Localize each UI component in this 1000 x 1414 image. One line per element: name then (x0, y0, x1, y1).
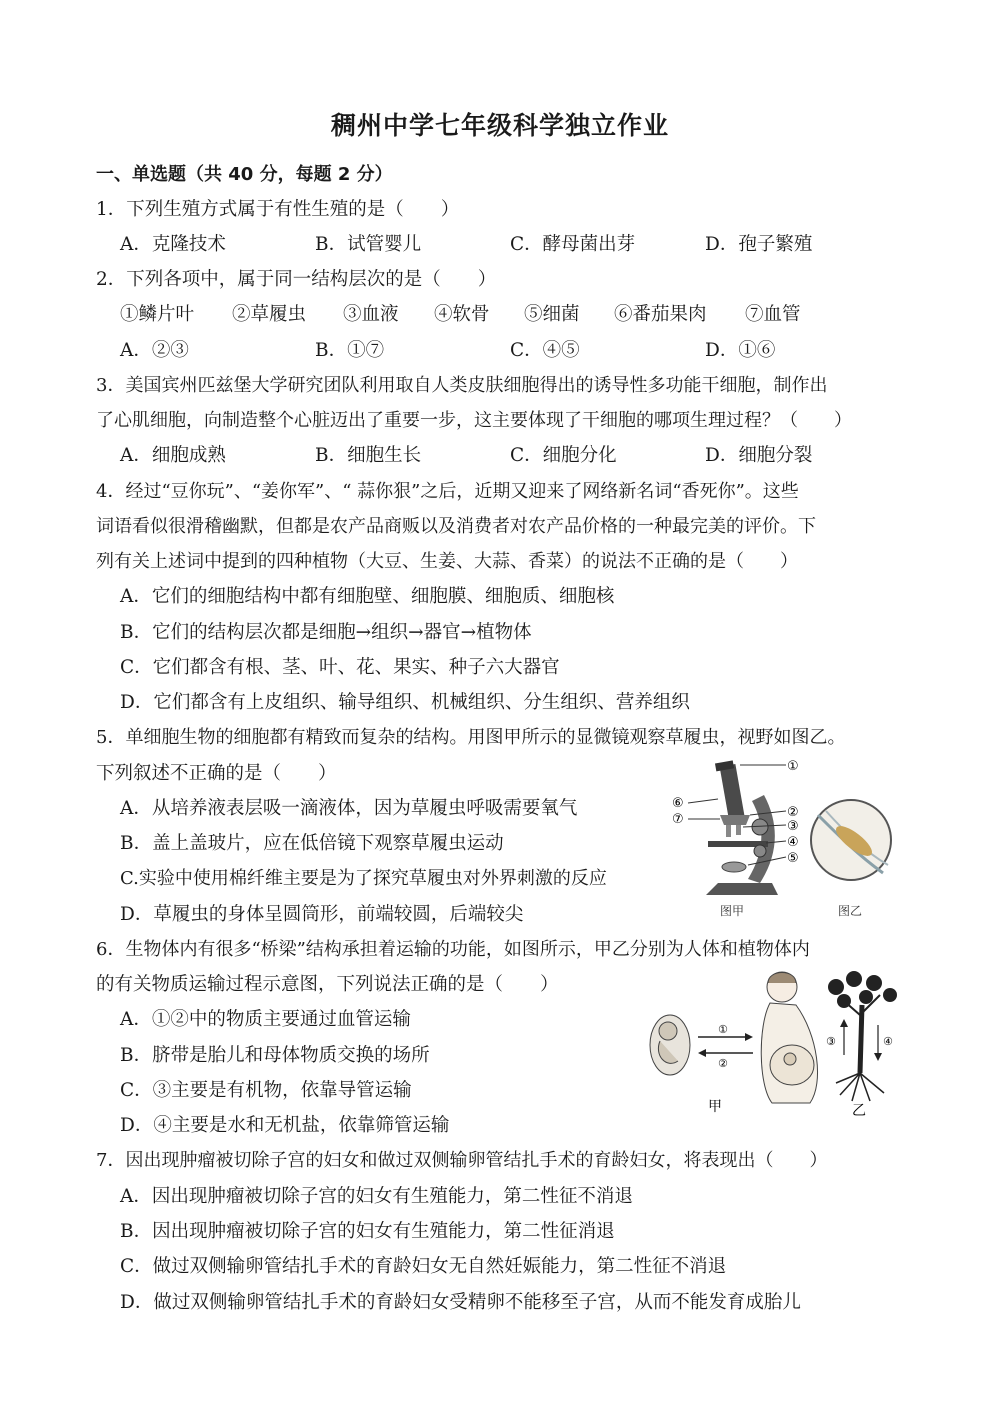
tree-label-3: ③ (826, 1035, 836, 1048)
q6-option-a: A．①②中的物质主要通过血管运输 (120, 1009, 411, 1030)
q2-option-c: C．④⑤ (510, 340, 580, 361)
mic-label-2: ② (787, 805, 799, 820)
microscope-illustration (706, 760, 778, 895)
q3-option-d: D．细胞分裂 (705, 445, 813, 466)
q6-stem-line1: 6．生物体内有很多“桥梁”结构承担着运输的功能，如图所示，甲乙分别为人体和植物体内 (96, 939, 810, 960)
field-of-view-illustration (811, 800, 891, 880)
q6-stem-line2: 的有关物质运输过程示意图，下列说法正确的是（ ） (96, 974, 559, 995)
mic-label-1: ① (787, 759, 799, 774)
figure-yi-label: 乙 (852, 1103, 866, 1119)
q2-item: ②草履虫 (232, 304, 307, 325)
microscope-figure (668, 755, 908, 920)
figure-jia-label: 甲 (708, 1099, 722, 1115)
arrow-label-2: ② (718, 1057, 728, 1070)
q5-option-a: A．从培养液表层吸一滴液体，因为草履虫呼吸需要氧气 (120, 798, 578, 819)
q5-option-b: B．盖上盖玻片，应在低倍镜下观察草履虫运动 (120, 833, 504, 854)
q2-item: ⑤细菌 (524, 304, 580, 325)
mother-illustration (761, 972, 817, 1103)
mic-label-7: ⑦ (672, 812, 684, 827)
q3-option-c: C．细胞分化 (510, 445, 617, 466)
q5-stem-line2: 下列叙述不正确的是（ ） (96, 763, 337, 784)
q4-option-a: A．它们的细胞结构中都有细胞壁、细胞膜、细胞质、细胞核 (120, 586, 615, 607)
q3-stem-line2: 了心肌细胞，向制造整个心脏迈出了重要一步，这主要体现了干细胞的哪项生理过程？（ ） (96, 410, 852, 431)
q7-option-d: D．做过双侧输卵管结扎手术的育龄妇女受精卵不能移至子宫，从而不能发育成胎儿 (120, 1292, 801, 1313)
q3-option-a: A．细胞成熟 (120, 445, 226, 466)
q6-option-d: D．④主要是水和无机盐，依靠筛管运输 (120, 1115, 450, 1136)
page-title: 稠州中学七年级科学独立作业 (330, 111, 669, 140)
section-heading: 一、单选题（共 40 分，每题 2 分） (96, 164, 393, 185)
q1-option-c: C．酵母菌出芽 (510, 234, 636, 255)
transport-figure (640, 965, 912, 1120)
q4-option-b: B．它们的结构层次都是细胞→组织→器官→植物体 (120, 622, 532, 643)
figure-a-label: 图甲 (720, 904, 745, 918)
q4-option-c: C．它们都含有根、茎、叶、花、果实、种子六大器官 (120, 657, 560, 678)
q1-option-d: D．孢子繁殖 (705, 234, 813, 255)
q1-stem: 1．下列生殖方式属于有性生殖的是（ ） (96, 199, 460, 220)
q1-option-b: B．试管婴儿 (315, 234, 422, 255)
q6-option-b: B．脐带是胎儿和母体物质交换的场所 (120, 1045, 430, 1066)
q2-item: ④软骨 (434, 304, 490, 325)
q7-option-b: B．因出现肿瘤被切除子宫的妇女有生殖能力，第二性征消退 (120, 1221, 615, 1242)
q2-item: ③血液 (343, 304, 399, 325)
q2-option-d: D．①⑥ (705, 340, 776, 361)
mic-label-5: ⑤ (787, 851, 799, 866)
q2-item: ①鳞片叶 (120, 304, 195, 325)
q6-option-c: C．③主要是有机物，依靠导管运输 (120, 1080, 412, 1101)
q2-item: ⑦血管 (745, 304, 801, 325)
q7-option-c: C．做过双侧输卵管结扎手术的育龄妇女无自然妊娠能力，第二性征不消退 (120, 1256, 727, 1277)
fetus-illustration (650, 1015, 690, 1075)
mic-label-4: ④ (787, 835, 799, 850)
q4-stem-line3: 列有关上述词中提到的四种植物（大豆、生姜、大蒜、香菜）的说法不正确的是（ ） (96, 551, 798, 572)
q3-option-b: B．细胞生长 (315, 445, 422, 466)
q4-stem-line2: 词语看似很滑稽幽默，但都是农产品商贩以及消费者对农产品价格的一种最完美的评价。下 (96, 516, 816, 537)
q2-stem: 2．下列各项中，属于同一结构层次的是（ ） (96, 269, 497, 290)
q5-stem-line1: 5．单细胞生物的细胞都有精致而复杂的结构。用图甲所示的显微镜观察草履虫，视野如图乙。 (96, 727, 846, 748)
figure-b-label: 图乙 (838, 904, 863, 918)
q7-option-a: A．因出现肿瘤被切除子宫的妇女有生殖能力，第二性征不消退 (120, 1186, 633, 1207)
q4-option-d: D．它们都含有上皮组织、输导组织、机械组织、分生组织、营养组织 (120, 692, 690, 713)
mic-label-3: ③ (787, 819, 799, 834)
q2-item: ⑥番茄果肉 (614, 304, 707, 325)
mic-label-6: ⑥ (672, 796, 684, 811)
q5-option-c: C.实验中使用棉纤维主要是为了探究草履虫对外界刺激的反应 (120, 868, 607, 889)
q4-stem-line1: 4．经过“豆你玩”、“姜你军”、“ 蒜你狠”之后，近期又迎来了网络新名词“香死你”。这些 (96, 481, 799, 502)
q2-option-b: B．①⑦ (315, 340, 385, 361)
arrow-label-1: ① (718, 1023, 728, 1036)
q7-stem: 7．因出现肿瘤被切除子宫的妇女和做过双侧输卵管结扎手术的育龄妇女，将表现出（ ） (96, 1150, 828, 1171)
tree-label-4: ④ (883, 1035, 893, 1048)
q1-option-a: A．克隆技术 (120, 234, 226, 255)
q5-option-d: D．草履虫的身体呈圆筒形，前端较圆，后端较尖 (120, 904, 524, 925)
q3-stem-line1: 3．美国宾州匹兹堡大学研究团队利用取自人类皮肤细胞得出的诱导性多功能干细胞，制作出 (96, 375, 828, 396)
q2-option-a: A．②③ (120, 340, 189, 361)
